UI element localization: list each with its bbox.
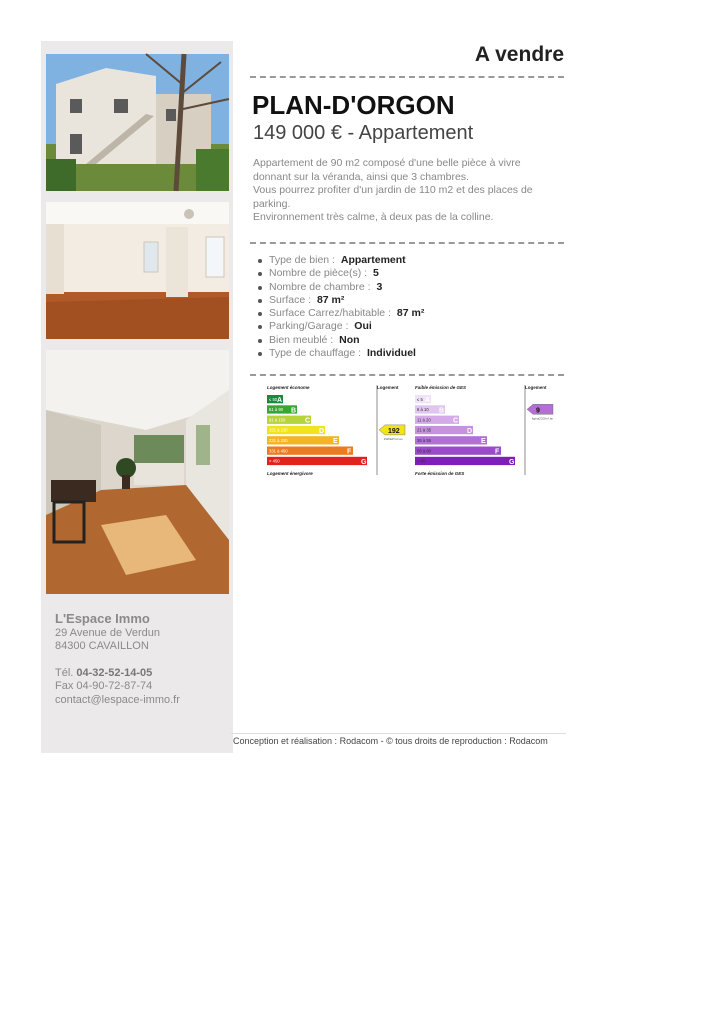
dpe-class-letter: F [347,448,352,456]
dpe-column-header: Logement [377,385,399,390]
ges-class-range: 56 à 80 [417,448,431,454]
dpe-class-letter: B [291,407,297,415]
ges-top-caption: Faible émission de GES [415,385,467,390]
footer-credits: Conception et réalisation : Rodacom - © tous droits de reproduction : Rodacom [233,736,548,746]
dpe-class-range: 331 à 450 [269,448,288,454]
ges-value-unit: kgéqCO2/m².an [532,416,554,421]
dpe-value-unit: kWhEP/m².an [384,436,403,441]
listing-price: 149 000 € [253,122,342,144]
divider [250,374,564,376]
property-photo-veranda[interactable] [46,350,229,594]
dpe-ges-diagram [265,383,554,487]
dpe-class-range: ≤ 50 [269,396,278,402]
ges-class-range: 36 à 55 [417,438,431,443]
listing-city: PLAN-D'ORGON [252,90,455,120]
ges-class-letter: E [481,438,486,446]
agency-email[interactable]: contact@lespace-immo.fr [55,693,180,706]
ges-class-letter: B [439,407,445,415]
feature-item: Surface Carrez/habitable : 87 m² [253,307,424,320]
dpe-class-letter: E [333,438,338,446]
property-photo-exterior[interactable] [46,54,229,191]
dpe-class-letter: A [277,397,283,404]
agency-fax: Fax 04-90-72-87-74 [55,680,153,692]
ges-class-range: 6 à 10 [417,407,429,413]
agency-contact [55,612,225,707]
ges-class-letter: F [495,448,500,456]
ges-class-range: > 80 [417,458,426,464]
property-photo-living-room[interactable] [46,202,229,339]
feature-item: Nombre de pièce(s) : 5 [253,267,424,280]
dpe-class-letter: C [305,417,311,425]
ges-bottom-caption: Forte émission de GES [415,471,465,476]
agency-phone-row [55,667,225,681]
feature-item: Parking/Garage : Oui [253,320,424,333]
ges-column-header: Logement [525,385,547,390]
feature-item: Bien meublé : Non [253,334,424,347]
agency-address-line1: 29 Avenue de Verdun [55,626,161,639]
dpe-class-range: 51 à 90 [269,407,283,413]
dpe-class-letter: D [319,427,325,435]
agency-address-line2: 84300 CAVAILLON [55,640,149,652]
dpe-class-range: > 450 [269,458,280,464]
feature-item: Surface : 87 m² [253,294,424,307]
dpe-bottom-caption: Logement énergivore [267,471,313,476]
feature-item: Type de chauffage : Individuel [253,347,424,360]
ges-class-letter: A [425,397,431,404]
listing-price-type: 149 000 € - Appartement [253,122,474,144]
ges-value-marker [527,404,553,414]
dpe-class-range: 91 à 150 [269,417,286,423]
listing-status: A vendre [474,43,564,66]
agency-phone[interactable]: 04-32-52-14-05 [76,666,153,679]
feature-item: Nombre de chambre : 3 [253,281,424,294]
dpe-class-letter: G [361,458,367,466]
ges-value: 9 [536,407,540,415]
energy-labels [265,383,554,487]
dpe-class-range: 231 à 330 [269,438,288,443]
divider [250,242,564,244]
agency-name: L'Espace Immo [55,611,150,626]
dpe-value: 192 [388,427,400,435]
ges-class-bar-g [415,457,515,465]
footer-divider [231,733,566,734]
feature-item: Type de bien : Appartement [253,254,424,267]
listing-description: Appartement de 90 m2 composé d'une belle pièce à vivre donnant sur la véranda, ainsi que 3 chambres. Vous pourrez profiter d'un jardin de 110 m2 et des places de parking. Environnement très calme, à deux pas de la colline. [253,157,533,223]
ges-class-range: 21 à 35 [417,427,431,433]
ges-class-letter: D [467,427,473,435]
features-list [253,254,424,360]
dpe-class-range: 151 à 230 [269,427,288,433]
ges-class-range: 11 à 20 [417,417,431,423]
dpe-top-caption: Logement économe [267,385,310,390]
divider [250,76,564,78]
dpe-class-bar-g [267,457,367,465]
agency-phone-label: Tél. [55,666,77,679]
ges-class-range: ≤ 5 [417,396,423,402]
ges-class-letter: G [509,458,515,466]
ges-class-letter: C [453,417,459,425]
listing-property-type: Appartement [358,122,474,144]
